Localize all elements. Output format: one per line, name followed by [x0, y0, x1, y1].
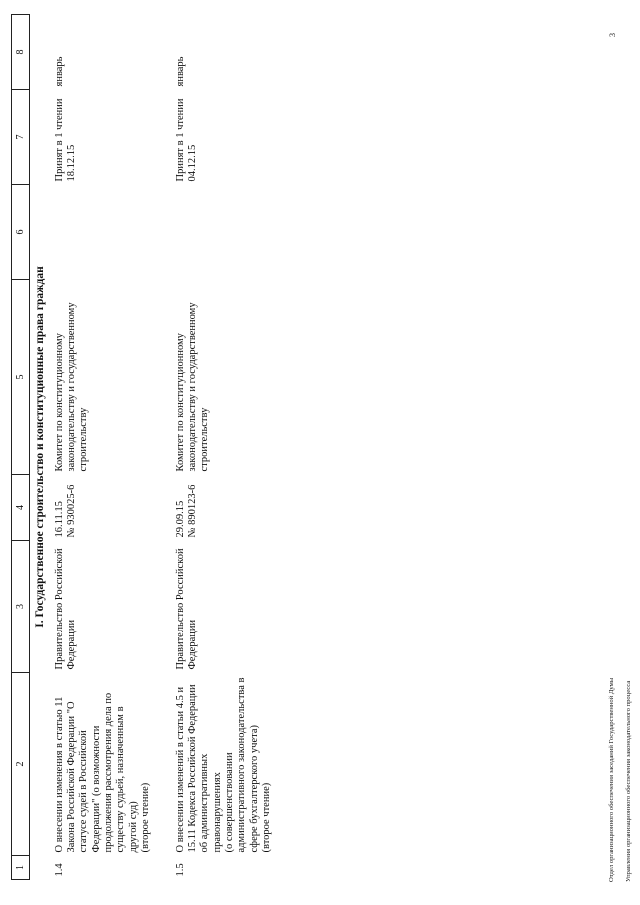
column-6-cell — [173, 185, 274, 280]
table-row — [173, 15, 274, 880]
column-header: 8 — [12, 15, 30, 90]
column-header: 1 — [12, 856, 30, 880]
registration-info: 29.09.15 № 890123-6 — [174, 484, 198, 538]
table-row — [51, 15, 173, 880]
responsible-committee: Комитет по конституционному законодательству и государственному строительству — [53, 302, 90, 472]
footer-line: Отдел организационного обеспечения заседаний Государственной Думы — [608, 677, 616, 882]
legislation-table — [11, 14, 274, 880]
section-row — [30, 15, 51, 880]
column-header: 2 — [12, 673, 30, 856]
column-number-row — [12, 15, 30, 880]
bill-initiator: Правительство Российской Федерации — [53, 548, 77, 670]
column-6-cell — [51, 185, 173, 280]
footer-note — [600, 678, 640, 882]
page-number: 3 — [608, 33, 617, 37]
bill-title: О внесении изменений в статьи 4.5 и 15.11 Кодекса Российской Федерации об административных правонарушениях (о совершенствовании административного законодательства в сфере бухгалтерского учета) (второе чтение) — [174, 677, 273, 853]
reading-status: Принят в 1 чтении 04.12.15 — [174, 98, 198, 182]
column-header: 3 — [12, 541, 30, 673]
planned-month: январь — [53, 56, 65, 87]
column-header: 4 — [12, 475, 30, 541]
responsible-committee: Комитет по конституционному законодательству и государственному строительству — [174, 302, 211, 472]
row-number: 1.5 — [174, 863, 186, 877]
planned-month: январь — [174, 56, 186, 87]
column-header: 6 — [12, 185, 30, 280]
reading-status: Принят в 1 чтении 18.12.15 — [53, 98, 77, 182]
column-header: 7 — [12, 90, 30, 185]
registration-info: 16.11.15 № 930025-6 — [53, 484, 77, 538]
section-title: I. Государственное строительство и конституционные права граждан — [30, 15, 51, 880]
column-header: 5 — [12, 280, 30, 475]
row-number: 1.4 — [53, 863, 65, 877]
bill-title: О внесении изменения в статью 11 Закона Российской Федерации "О статусе судей в Российской Федерации" (о возможности продолжения рассмотрения дела по существу судьей, назначенным в другой суд) (второе чтение) — [53, 692, 152, 853]
footer-line: Управления организационного обеспечения законодательного процесса — [624, 680, 632, 882]
bill-initiator: Правительство Российской Федерации — [174, 548, 198, 670]
